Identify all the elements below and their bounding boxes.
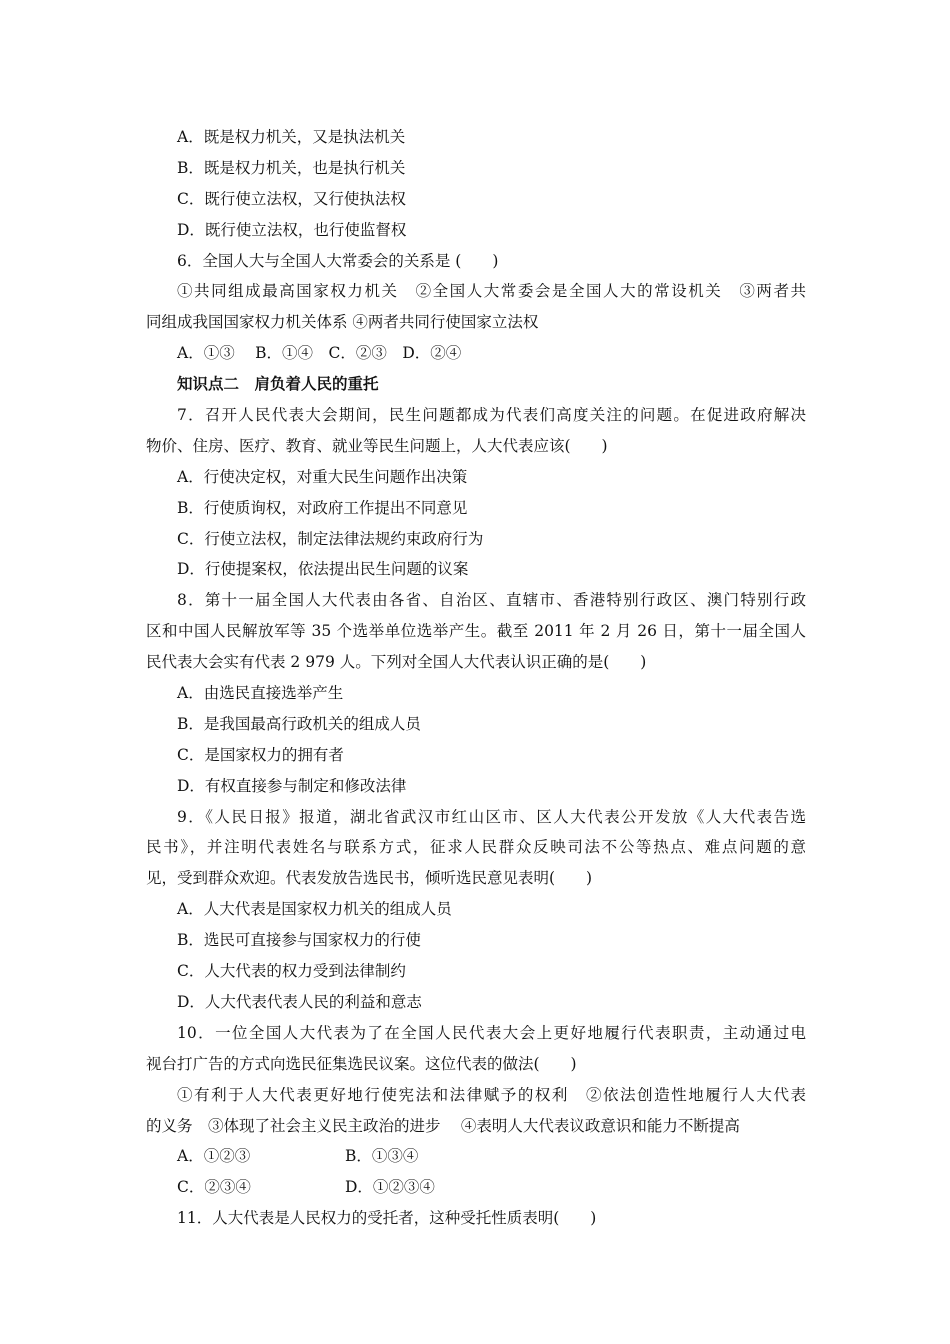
q10-option-c: C．②③④ <box>177 1178 251 1197</box>
q6-statements-line1: ①共同组成最高国家权力机关 ②全国人大常委会是全国人大的常设机关 ③两者共 <box>177 282 806 301</box>
q8-stem-line2: 区和中国人民解放军等 35 个选举单位选举产生。截至 2011 年 2 月 26 日，第十一届全国人 <box>146 622 806 641</box>
q10-option-d: D．①②③④ <box>345 1178 435 1197</box>
q7-option-d: D．行使提案权，依法提出民生问题的议案 <box>177 560 469 579</box>
q7-stem-line2: 物价、住房、医疗、教育、就业等民生问题上，人大代表应该( ) <box>146 436 608 455</box>
q5-option-a: A．既是权力机关，又是执法机关 <box>177 128 406 146</box>
q10-statements-line2: 的义务 ③体现了社会主义民主政治的进步 ④表明人大代表议政意识和能力不断提高 <box>146 1116 740 1135</box>
q7-option-c: C．行使立法权，制定法律法规约束政府行为 <box>177 529 484 548</box>
q5-option-b: B．既是权力机关，也是执行机关 <box>177 158 406 177</box>
q8-stem-line3: 民代表大会实有代表 2 979 人。下列对全国人大代表认识正确的是( ) <box>146 653 647 672</box>
q9-stem-line2: 民书》，并注明代表姓名与联系方式，征求人民群众反映司法不公等热点、难点问题的意 <box>146 838 806 857</box>
q11-stem: 11．人大代表是人民权力的受托者，这种受托性质表明( ) <box>177 1209 597 1228</box>
q9-option-d: D．人大代表代表人民的利益和意志 <box>177 992 422 1011</box>
q6-options: A．①③ B．①④ C．②③ D．②④ <box>177 344 462 363</box>
q9-option-c: C．人大代表的权力受到法律制约 <box>177 962 406 981</box>
document-page <box>146 122 806 1234</box>
q9-option-a: A．人大代表是国家权力机关的组成人员 <box>177 900 452 919</box>
q10-stem-line1: 10．一位全国人大代表为了在全国人民代表大会上更好地履行代表职责，主动通过电 <box>177 1023 806 1042</box>
q8-option-d: D．有权直接参与制定和修改法律 <box>177 776 407 795</box>
q8-stem-line1: 8．第十一届全国人大代表由各省、自治区、直辖市、香港特别行政区、澳门特别行政 <box>177 591 806 610</box>
q6-stem: 6．全国人大与全国人大常委会的关系是 ( ) <box>177 251 499 270</box>
q10-options-row1 <box>146 1141 806 1172</box>
q10-stem-line2: 视台打广告的方式向选民征集选民议案。这位代表的做法( ) <box>146 1054 577 1073</box>
section-heading: 知识点二 肩负着人民的重托 <box>177 374 379 394</box>
q7-stem-line1: 7．召开人民代表大会期间，民生问题都成为代表们高度关注的问题。在促进政府解决 <box>177 406 806 425</box>
q6-statements-line2: 同组成我国国家权力机关体系 ④两者共同行使国家立法权 <box>146 313 539 332</box>
q8-option-c: C．是国家权力的拥有者 <box>177 745 344 764</box>
q10-options-row2 <box>146 1172 806 1203</box>
q10-statements-line1: ①有利于人大代表更好地行使宪法和法律赋予的权利 ②依法创造性地履行人大代表 <box>177 1085 806 1104</box>
q9-stem-line1: 9．《人民日报》报道，湖北省武汉市红山区市、区人大代表公开发放《人大代表告选 <box>177 807 806 826</box>
q5-option-d: D．既行使立法权，也行使监督权 <box>177 220 407 239</box>
q9-stem-line3: 见，受到群众欢迎。代表发放告选民书，倾听选民意见表明( ) <box>146 869 593 888</box>
q9-option-b: B．选民可直接参与国家权力的行使 <box>177 931 421 950</box>
q8-option-b: B．是我国最高行政机关的组成人员 <box>177 714 421 733</box>
q10-option-a: A．①②③ <box>177 1147 251 1166</box>
q5-option-c: C．既行使立法权，又行使执法权 <box>177 189 406 208</box>
q8-option-a: A．由选民直接选举产生 <box>177 684 344 703</box>
q10-option-b: B．①③④ <box>345 1147 419 1166</box>
q7-option-b: B．行使质询权，对政府工作提出不同意见 <box>177 498 468 517</box>
q7-option-a: A．行使决定权，对重大民生问题作出决策 <box>177 467 468 486</box>
